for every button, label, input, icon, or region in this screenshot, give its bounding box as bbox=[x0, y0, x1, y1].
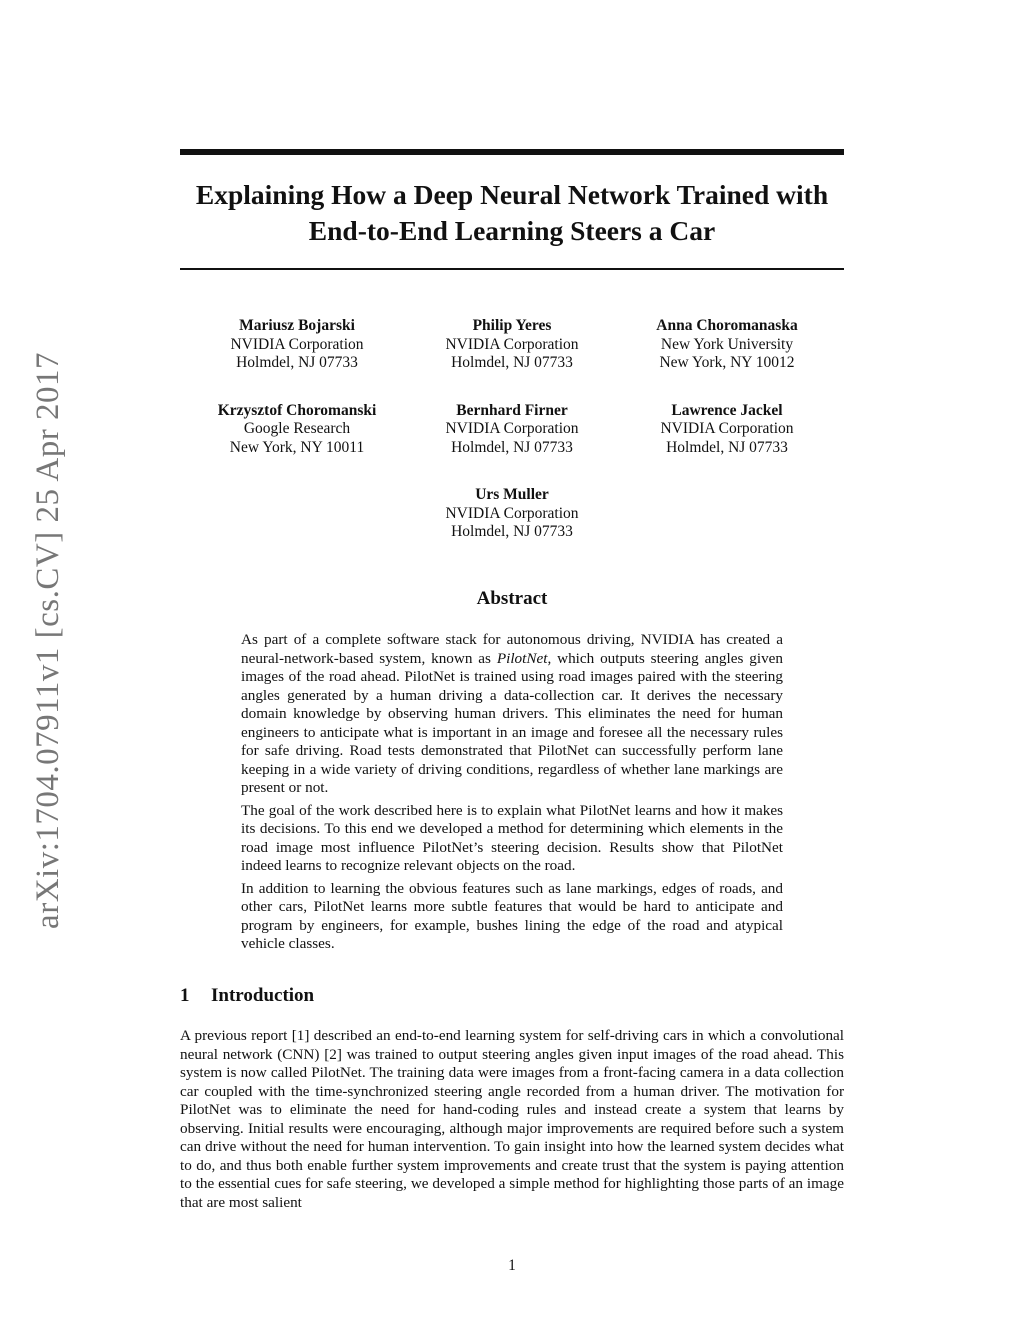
author-affiliation: NVIDIA Corporation bbox=[445, 420, 579, 437]
author-name: Urs Muller bbox=[475, 486, 549, 503]
abstract-heading: Abstract bbox=[476, 588, 548, 609]
section-heading-introduction bbox=[180, 985, 314, 1007]
author-card bbox=[190, 317, 404, 373]
section-number: 1 bbox=[180, 985, 190, 1006]
author-row-1 bbox=[190, 317, 834, 373]
author-address: Holmdel, NJ 07733 bbox=[451, 438, 573, 456]
author-card bbox=[620, 402, 834, 458]
author-affiliation: New York University bbox=[660, 335, 794, 353]
pilotnet-emphasis: PilotNet bbox=[496, 649, 548, 667]
author-affiliation: NVIDIA Corporation bbox=[445, 335, 579, 353]
introduction-body bbox=[180, 1027, 844, 1212]
page-number: 1 bbox=[508, 1257, 516, 1274]
author-name: Mariusz Bojarski bbox=[239, 317, 355, 334]
author-name: Philip Yeres bbox=[472, 317, 552, 334]
author-row-3 bbox=[190, 486, 834, 542]
section-title: Introduction bbox=[211, 985, 315, 1006]
title-line-1: Explaining How a Deep Neural Network Trained with bbox=[195, 179, 829, 210]
author-affiliation: NVIDIA Corporation bbox=[445, 504, 579, 522]
author-name: Lawrence Jackel bbox=[671, 401, 783, 419]
author-address: Holmdel, NJ 07733 bbox=[451, 523, 573, 540]
author-name: Anna Choromanaska bbox=[656, 317, 798, 334]
author-name: Bernhard Firner bbox=[456, 401, 568, 419]
author-card bbox=[405, 317, 619, 373]
abstract-body bbox=[241, 631, 783, 958]
author-card bbox=[405, 402, 619, 458]
author-card bbox=[405, 486, 619, 542]
author-address: Holmdel, NJ 07733 bbox=[236, 354, 358, 371]
abstract-paragraph-2: The goal of the work described here is to explain what PilotNet learns and how it makes its decisions. To this end we developed a method for determining which elements in the road image most influence PilotNet’s steering decision. Results show that PilotNet indeed learns to recognize relevant objects on the road. bbox=[241, 801, 783, 874]
author-address: New York, NY 10012 bbox=[659, 354, 795, 371]
abstract-paragraph-3: In addition to learning the obvious features such as lane markings, edges of roads, and other cars, PilotNet learns more subtle features that would be hard to anticipate and program by engineers, for example, bushes lining the edge of the road and atypical vehicle classes. bbox=[241, 879, 783, 952]
author-block bbox=[190, 317, 834, 571]
author-address: Holmdel, NJ 07733 bbox=[451, 354, 573, 371]
abstract-paragraph-1: As part of a complete software stack for autonomous driving, NVIDIA has created a neural-network-based system, known as PilotNet, which outputs steering angles given images of the road ahead. PilotNet is trained using road images paired with the steering angles generated by a human driving a data-collection car. It derives the necessary domain knowledge by observing human drivers. This eliminates the need for human engineers to anticipate what is important in an image and foresee all the necessary rules for safe driving. Road tests demonstrated that PilotNet can successfully perform lane keeping in a wide variety of driving conditions, regardless of whether lane markings are present or not. bbox=[241, 631, 783, 796]
arxiv-stamp-text: arXiv:1704.07911v1 [cs.CV] 25 Apr 2017 bbox=[29, 351, 66, 929]
title-rule-top bbox=[180, 149, 844, 155]
arxiv-stamp bbox=[18, 340, 78, 940]
author-card bbox=[620, 317, 834, 373]
author-card bbox=[190, 402, 404, 458]
author-affiliation: Google Research bbox=[243, 420, 351, 437]
author-address: New York, NY 10011 bbox=[229, 438, 365, 456]
author-row-2 bbox=[190, 402, 834, 458]
author-name: Krzysztof Choromanski bbox=[217, 401, 377, 419]
introduction-paragraph: A previous report [1] described an end-to-end learning system for self-driving cars in which a convolutional neural network (CNN) [2] was trained to output steering angles given input images of the road ahead. This system is now called PilotNet. The training data were images from a front-facing camera in a data collection car coupled with the time-synchronized steering angle recorded from a human driver. The motivation for PilotNet was to eliminate the need for hand-coding rules and instead create a system that learns by observing. Initial results were encouraging, although major improvements are required before such a system can drive without the need for human intervention. To gain insight into how the learned system decides what to do, and thus both enable further system improvements and create trust that the system is paying attention to the essential cues for safe steering, we developed a simple method for highlighting those parts of an image that are most salient bbox=[180, 1027, 844, 1211]
title-line-2: End-to-End Learning Steers a Car bbox=[308, 215, 716, 246]
author-affiliation: NVIDIA Corporation bbox=[230, 335, 364, 353]
title-rule-bottom bbox=[180, 268, 844, 270]
author-affiliation: NVIDIA Corporation bbox=[660, 420, 794, 437]
paper-title bbox=[180, 177, 844, 249]
author-address: Holmdel, NJ 07733 bbox=[666, 438, 788, 456]
